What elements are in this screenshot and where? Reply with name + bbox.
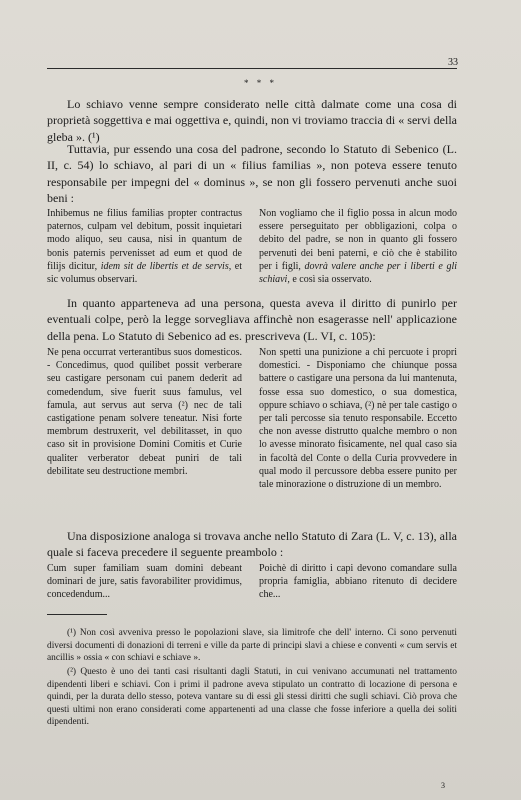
- quote-1-latin-tail: et sic volumus observari.: [47, 260, 243, 286]
- header-rule: [47, 68, 457, 69]
- quote-1-latin-italic: idem sit de libertis et de servis,: [100, 260, 232, 272]
- paragraph-2: Tuttavia, pur essendo una cosa del padrone, secondo lo Statuto di Sebenico (L. II, c. 54) lo schiavo, al pari di un « filius familias », non poteva essere tenuto responsabile per impegni del « dominus », se non gli fossero pervenuti anche suoi beni :: [47, 142, 457, 206]
- quote-1-italian-main: Non vogliamo che il figlio possa in alcun modo essere perseguitato per obbligazioni, colpa o debito del padre, se non in quanto gli fossero pervenuti dei beni paterni, e ciò che è stabilito per i figli,: [259, 208, 457, 272]
- footnote-rule: [47, 614, 107, 615]
- page-number: 33: [448, 57, 458, 68]
- paragraph-1: Lo schiavo venne sempre considerato nelle città dalmate come una cosa di proprietà soggettiva e mai oggettiva e, quindi, non vi troviamo traccia di « servi della gleba ». (¹): [47, 97, 457, 144]
- footnote-1: (¹) Non così avveniva presso le popolazioni slave, sia limitrofe che dell' interno. Ci sono pervenuti diversi documenti di donazioni di terreni e ville da parte di principi slavi a chiese e conventi « cum servis et ancillis » ossia « con schiavi e schiave ».: [47, 628, 457, 664]
- quote-2-latin: Ne pena occurrat verterantibus suos domesticos. - Concedimus, quod quilibet possit verberare seu castigare personam cui panem dederit ad comedendum, sive fuerit suus famulus, vel famula, aut servus aut serva (²) nec de tali castigatione penam solvere teneatur. Nisi forte membrum destruxerit, vel debilitasset, in quo caso sit in provisione Domini Comitis et Curie qualiter verberator debeat puniri de tali debilitate seu destructione membri.: [47, 347, 242, 477]
- signature-mark: 3: [441, 781, 445, 790]
- paragraph-3: In quanto apparteneva ad una persona, questa aveva il diritto di punirlo per eventuali colpe, però la legge sorvegliava affinchè non esagerasse nell' applicazione della pena. Lo Statuto di Sebenico ad es. prescriveva (L. VI, c. 105):: [47, 296, 457, 343]
- quote-3-italian: Poichè di diritto i capi devono comandare sulla propria famiglia, abbiano ritenuto di decidere che...: [259, 563, 457, 601]
- quote-1-italian-italic: dovrà valere anche per i liberti e gli schiavi,: [259, 260, 458, 286]
- quote-1-italian-tail: e così sia osservato.: [292, 274, 372, 286]
- section-mark: * * *: [244, 78, 277, 88]
- footnote-2: (²) Questo è uno dei tanti casi risultanti dagli Statuti, in cui venivano accumunati nel trattamento dipendenti liberi e schiavi. Con i primi il padrone aveva stipulato un contratto di locazione di persona e quindi, per la durata dello stesso, poteva vantare su di essi gli stessi diritti che sugli schiavi. Ciò prova che questi ultimi non erano considerati come appartenenti ad una classe che fosse inferiore a quella dei soliti dipendenti.: [47, 667, 457, 728]
- paragraph-4: Una disposizione analoga si trovava anche nello Statuto di Zara (L. V, c. 13), alla quale si faceva precedere il seguente preambolo :: [47, 529, 457, 560]
- quote-2-italian: Non spetti una punizione a chi percuote i propri domestici. - Disponiamo che chiunque possa battere o castigare una persona da lui mantenuta, fosse essa suo domestico, o sua domestica, oppure schiavo o schiava, (²) nè per tale castigo o per tali percosse sia tenuto responsabile. Eccetto che non avesse distrutto qualche membro o non lo avesse minorato fisicamente, nel qual caso sia in facoltà del Conte o della Curia provvedere in qual modo il percussore debba essere punito per tale minorazione o distruzione di un membro.: [259, 347, 457, 491]
- quote-3-latin: Cum super familiam suam domini debeant dominari de jure, satis favorabiliter providimus, concedendum...: [47, 563, 242, 601]
- quote-1-italian: [259, 207, 457, 286]
- quote-1-latin-main: Inhibemus ne filius familias propter contractus paternos, culpam vel debitum, possit inquietari modo aliquo, seu causa, nisi in quantum de bonis paternis pervenisset ad eum et quod de filijs dicitur,: [47, 208, 242, 272]
- quote-1-latin: [47, 207, 242, 286]
